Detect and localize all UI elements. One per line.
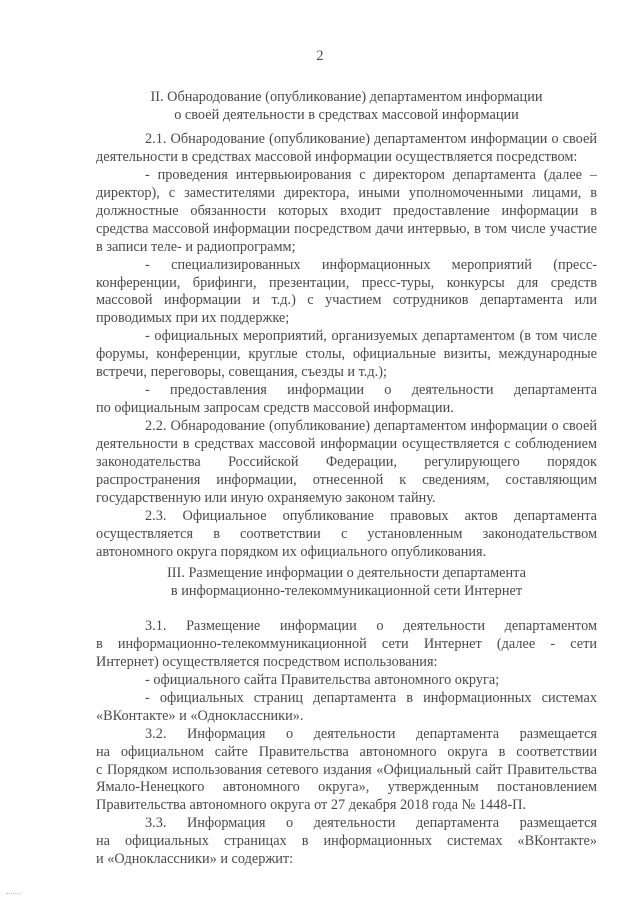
text-line: 2.1. Обнародование (опубликование) департаментом информации о своей	[145, 131, 597, 147]
text-line: с Порядком использования сетевого издания «Официальный сайт Правительства	[96, 761, 597, 778]
text-line: - официального сайта Правительства автономного округа;	[145, 671, 500, 688]
text-line: на официальных страницах в информационных системах «ВКонтакте»	[96, 833, 597, 850]
section-2-body	[96, 131, 597, 562]
text-line: - предоставления информации о деятельности департамента	[145, 382, 597, 399]
text-line: Интернет) осуществляется посредством использования:	[96, 653, 438, 670]
paragraph	[96, 328, 597, 382]
paragraph	[96, 167, 597, 257]
text-line: государственную или иную охраняемую законом тайну.	[96, 489, 436, 506]
paragraph	[96, 382, 597, 418]
text-line: форумы, конференции, круглые столы, официальные визиты, международные	[96, 346, 597, 363]
text-line: - специализированных информационных мероприятий (пресс-	[145, 256, 597, 273]
text-line: должностные обязанности которых входит предоставление информации в	[96, 202, 597, 219]
text-line: деятельности в средствах массовой информации осуществляется с соблюдением	[96, 436, 597, 453]
paragraph	[96, 672, 597, 690]
text-line: 3.3. Информация о деятельности департамента размещается	[145, 815, 597, 832]
text-line: конференции, брифинги, презентации, пресс-туры, конкурсы для средств	[96, 274, 597, 291]
text-line: Правительства автономного округа от 27 декабря 2018 года № 1448-П.	[96, 797, 527, 814]
text-line: в записи теле- и радиопрограмм;	[96, 238, 296, 255]
text-line: по официальным запросам средств массовой информации.	[96, 400, 454, 417]
text-line: - официальных мероприятий, организуемых департаментом (в том числе	[145, 328, 597, 345]
text-line: в информационно-телекоммуникационной сети Интернет (далее - сети	[96, 635, 597, 652]
text-line: встречи, переговоры, совещания, съезды и т.д.);	[96, 364, 387, 381]
text-line: 3.2. Информация о деятельности департамента размещается	[145, 725, 597, 742]
text-line: распространения информации, отнесенной к сведениям, составляющим	[96, 471, 597, 488]
text-line: и «Одноклассники» и содержит:	[96, 851, 294, 868]
text-line: законодательства Российской Федерации, регулирующего порядок	[96, 453, 597, 470]
text-line: автономного округа порядком их официального опубликования.	[96, 543, 487, 560]
heading-line: в информационно-телекоммуникационной сети Интернет	[170, 582, 523, 599]
paragraph	[96, 257, 597, 329]
paragraph	[96, 815, 597, 869]
section-3-heading	[96, 565, 597, 600]
text-line: массовой информации и т.д.) с участием сотрудников департамента или	[96, 292, 597, 309]
heading-line: III. Размещение информации о деятельности департамента	[167, 565, 526, 581]
text-line: средства массовой информации посредством дачи интервью, в том числе участие	[96, 220, 597, 237]
paragraph	[96, 618, 597, 672]
scan-mark	[6, 893, 20, 894]
text-line: 2.3. Официальное опубликование правовых актов департамента	[145, 507, 597, 524]
paragraph	[96, 418, 597, 508]
text-line: на официальном сайте Правительства автономного округа в соответствии	[96, 743, 597, 760]
text-line: - проведения интервьюирования с директором департамента (далее –	[145, 166, 597, 183]
paragraph	[96, 508, 597, 562]
text-line: осуществляется в соответствии с установленным законодательством	[96, 525, 597, 542]
text-line: директор), с заместителями директора, иными уполномоченными лицами, в	[96, 184, 597, 201]
text-line: проводимых при их поддержке;	[96, 310, 290, 327]
text-line: 2.2. Обнародование (опубликование) департаментом информации о своей	[145, 418, 597, 435]
paragraph	[96, 690, 597, 726]
heading-line: II. Обнародование (опубликование) департаментом информации	[150, 89, 543, 105]
text-line: - официальных страниц департамента в информационных системах	[145, 689, 597, 706]
heading-line: о своей деятельности в средствах массовой информации	[174, 106, 519, 123]
page-number: 2	[316, 48, 324, 64]
text-line: Ямало-Ненецкого автономного округа», утвержденным постановлением	[96, 779, 597, 796]
text-line: 3.1. Размещение информации о деятельности департаментом	[145, 618, 597, 634]
text-line: деятельности в средствах массовой информации осуществляется посредством:	[96, 148, 578, 165]
paragraph	[96, 726, 597, 816]
text-line: «ВКонтакте» и «Одноклассники».	[96, 707, 304, 724]
section-2-heading	[96, 89, 597, 124]
section-3-body	[96, 618, 597, 869]
paragraph	[96, 131, 597, 167]
